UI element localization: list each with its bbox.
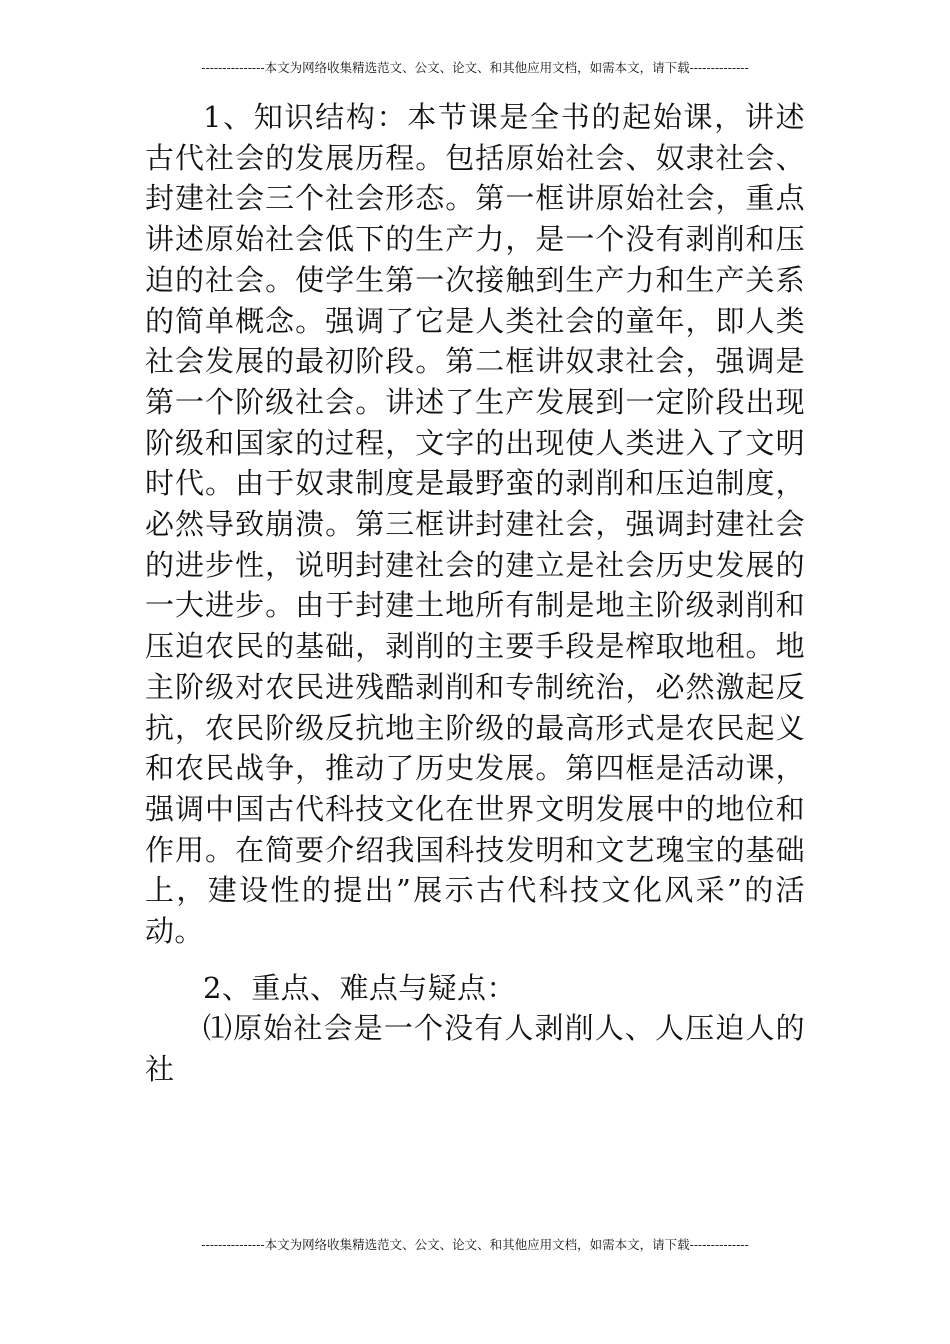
paragraph-point-one: ⑴原始社会是一个没有人剥削人、人压迫人的社 [145, 1011, 805, 1087]
paragraph-knowledge-structure: 1、知识结构：本节课是全书的起始课，讲述古代社会的发展历程。包括原始社会、奴隶社会、封建社会三个社会形态。第一框讲原始社会，重点讲述原始社会低下的生产力，是一个没有剥削和压迫的社会。使学生第一次接触到生产力和生产关系的简单概念。强调了它是人类社会的童年，即人类社会发展的最初阶段。第二框讲奴隶社会，强调是第一个阶级社会。讲述了生产发展到一定阶段出现阶级和国家的过程，文字的出现使人类进入了文明时代。由于奴隶制度是最野蛮的剥削和压迫制度，必然导致崩溃。第三框讲封建社会，强调封建社会的进步性，说明封建社会的建立是社会历史发展的一大进步。由于封建土地所有制是地主阶级剥削和压迫农民的基础，剥削的主要手段是榨取地租。地主阶级对农民进残酷剥削和专制统治，必然激起反抗，农民阶级反抗地主阶级的最高形式是农民起义和农民战争，推动了历史发展。第四框是活动课，强调中国古代科技文化在世界文明发展中的地位和作用。在简要介绍我国科技发明和文艺瑰宝的基础上，建设性的提出”展示古代科技文化风采”的活动。 [145, 100, 805, 949]
paragraph-key-points-heading: 2、重点、难点与疑点： [203, 970, 516, 1005]
document-body [145, 97, 805, 1090]
running-header: ---------------本文为网络收集精选范文、公文、论文、和其他应用文档，如需本文，请下载-------------- [201, 60, 749, 75]
running-footer: ---------------本文为网络收集精选范文、公文、论文、和其他应用文档，如需本文，请下载-------------- [201, 1237, 749, 1252]
